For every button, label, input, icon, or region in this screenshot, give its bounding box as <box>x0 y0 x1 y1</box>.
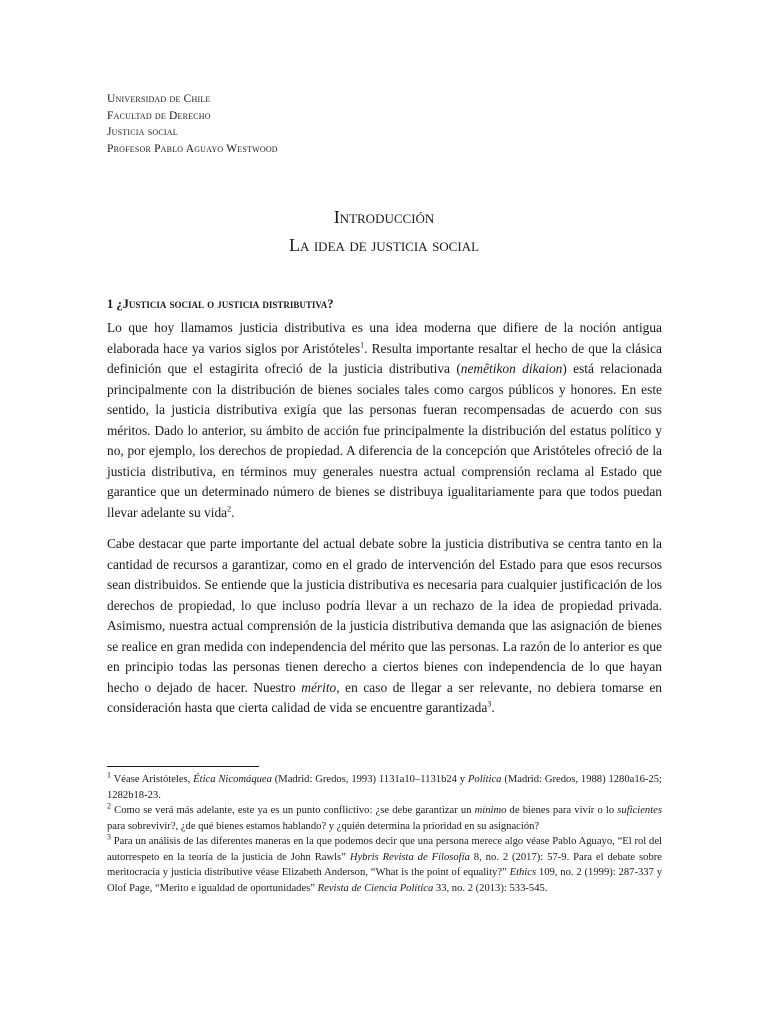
page-subtitle: La idea de justicia social <box>288 235 480 255</box>
greek-term: nemêtikon dikaion <box>460 361 563 376</box>
footnote-text: 8, no. 2 (2017): 57-9. Para el debate sobre meritocracia y justicia distributive véase Elizabeth Anderson, “What is the point of equality?” <box>107 851 662 878</box>
paragraph-text: . <box>491 700 495 715</box>
course-header <box>107 91 278 157</box>
university-name: Universidad de Chile <box>107 93 211 105</box>
paragraph-text: Lo que hoy llamamos justicia distributiva es una idea moderna que difiere de la noción antigua elaborada hace ya varios siglos por Aristóteles <box>107 320 662 356</box>
footnote-ref-1: 1 <box>360 340 365 350</box>
page-title: Introducción <box>333 207 435 227</box>
body-paragraph-2 <box>107 534 662 719</box>
footnote-emphasis: mínimo <box>474 805 507 816</box>
footnote-text: para sobrevivir?, ¿de qué bienes estamos hablando? y ¿quién determina la prioridad en su asignación? <box>107 820 540 832</box>
footnote-3 <box>107 834 662 896</box>
title-block <box>0 203 768 259</box>
footnote-text: 33, no. 2 (2013): 533-545. <box>433 882 548 894</box>
faculty-name: Facultad de Derecho <box>107 109 211 122</box>
footnote-text: de bienes para vivir o lo <box>506 805 618 816</box>
course-name: Justicia social <box>107 126 178 138</box>
footnote-book-title: Política <box>467 774 502 785</box>
footnote-1 <box>107 772 662 803</box>
footnote-number: 1 <box>107 770 111 780</box>
paragraph-text: Cabe destacar que parte importante del actual debate sobre la justicia distributiva se centra tanto en la cantidad de recursos a garantizar, como en el grado de intervención del Estado para que esos recursos sean distribuidos. Se entiende que la justicia distributiva es necesaria para cualquier justificación de los derechos de propiedad, lo que incluso podría llevar a un rechazo de la idea de propiedad privada. Asimismo, nuestra actual comprensión de la justicia distributiva demanda que las asignación de bienes se realice en gran medida con independencia del mérito que las personas. La razón de lo anterior es que en principio todas las personas tienen derecho a ciertos bienes con independencia de lo que hayan hecho o dejado de hacer. Nuestro <box>107 536 662 695</box>
section-heading: 1 ¿Justicia social o justicia distributiva? <box>107 297 334 311</box>
footnote-text: 109, no. 2 (1999): 287-337 y Olof Page, “Merito e igualdad de oportunidades” <box>107 867 662 894</box>
paragraph-text: , en caso de llegar a ser relevante, no debiera tomarse en consideración hasta que cierta calidad de vida se encuentre garantizada <box>107 679 663 715</box>
footnote-journal-title: Ethics <box>509 867 537 878</box>
footnote-text: (Madrid: Gredos, 1988) 1280a16-25; 1282b18-23. <box>107 774 662 801</box>
body-paragraph-1 <box>107 318 662 523</box>
footnote-journal-title: Hybris Revista de Filosofía <box>349 851 470 863</box>
professor-name: Profesor Pablo Aguayo Westwood <box>107 142 278 155</box>
footnotes <box>107 772 662 896</box>
footnote-book-title: Ética Nicomáquea <box>193 774 272 785</box>
footnote-2 <box>107 803 662 834</box>
footnote-text: Para un análisis de las diferentes maneras en la que podemos decir que una persona merece algo véase Pablo Aguayo, “El rol del autorrespeto en la teoría de la justicia de John Rawls” <box>107 836 662 863</box>
emphasis-term: mérito <box>301 679 337 695</box>
paragraph-text: . Resulta importante resaltar el hecho de que la clásica definición que el estagirita ofreció de la justicia distributiva ( <box>107 340 662 376</box>
paragraph-text: ) está relacionada principalmente con la distribución de bienes sociales tales como cargos públicos y honores. En este sentido, la justicia distributiva exigía que las personas fueran recompensadas de acuerdo con sus méritos. Dado lo anterior, su ámbito de acción fue principalmente la distribución del estatus político y no, por ejemplo, los derechos de propiedad. A diferencia de la concepción que Aristóteles ofreció de la justicia distributiva, en términos muy generales nuestra actual comprensión reclama al Estado que garantice que un determinado número de bienes se distribuya igualitariamente para que todos puedan llevar adelante su vida <box>107 361 663 520</box>
footnote-divider <box>107 766 259 767</box>
footnote-number: 3 <box>107 832 111 842</box>
footnote-text: (Madrid: Gredos, 1993) 1131a10–1131b24 y <box>271 774 468 785</box>
footnote-journal-title: Revista de Ciencia Política <box>317 882 434 894</box>
footnote-emphasis: suficientes <box>617 805 662 816</box>
footnote-ref-3: 3 <box>487 699 492 709</box>
footnote-ref-2: 2 <box>227 504 232 514</box>
footnote-text: Véase Aristóteles, <box>111 774 194 785</box>
paragraph-text: . <box>231 504 235 520</box>
footnote-text: Como se verá más adelante, este ya es un punto conflictivo: ¿se debe garantizar un <box>111 805 475 816</box>
footnote-number: 2 <box>107 801 111 811</box>
